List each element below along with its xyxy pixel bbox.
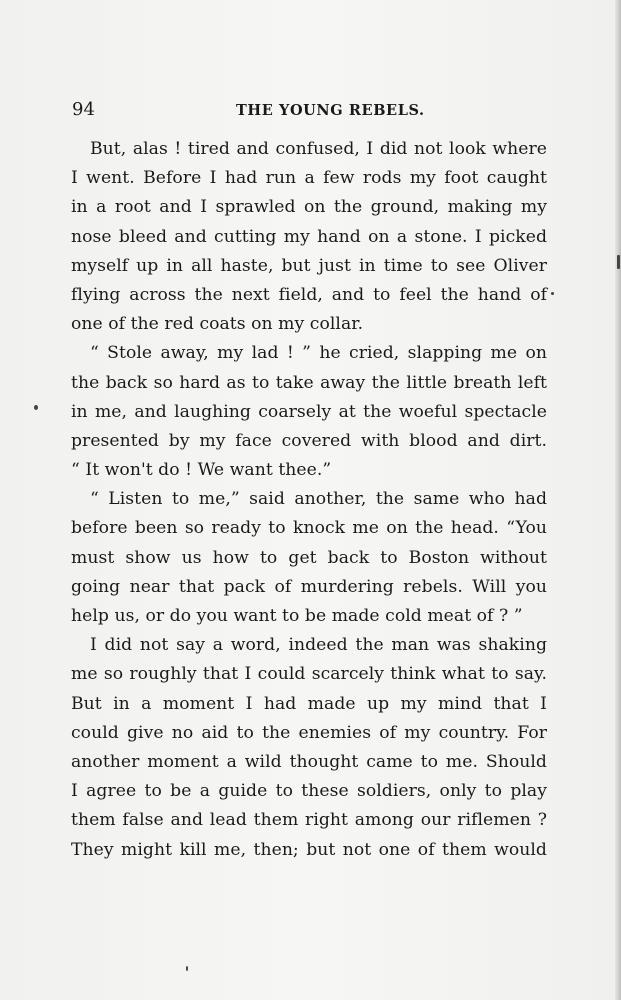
text-line: the back so hard as to take away the little breath left xyxy=(71,372,547,393)
page-header xyxy=(72,98,544,122)
ink-speck xyxy=(617,255,620,269)
ink-speck xyxy=(34,405,38,410)
text-line: another moment a wild thought came to me. Should xyxy=(71,751,547,772)
text-line: going near that pack of murdering rebels. Will you xyxy=(71,576,547,597)
text-line: in me, and laughing coarsely at the woeful spectacle xyxy=(71,401,547,422)
text-line: “ Listen to me,” said another, the same who had xyxy=(90,489,547,510)
running-title: THE YOUNG REBELS. xyxy=(236,102,425,119)
text-line: me so roughly that I could scarcely think what to say. xyxy=(71,664,547,685)
text-line: them false and lead them right among our riflemen ? xyxy=(71,810,547,831)
page-edge-shadow xyxy=(615,0,621,1000)
text-line: myself up in all haste, but just in time to see Oliver xyxy=(71,255,547,276)
text-line: But in a moment I had made up my mind that I xyxy=(71,693,547,714)
page-number: 94 xyxy=(72,99,95,120)
text-line: in a root and I sprawled on the ground, making my xyxy=(71,197,547,218)
text-line: I did not say a word, indeed the man was shaking xyxy=(90,635,547,656)
ink-speck xyxy=(186,966,188,971)
text-line: flying across the next field, and to feel the hand of xyxy=(71,284,547,305)
text-line: presented by my face covered with blood and dirt. xyxy=(71,430,547,451)
text-line: one of the red coats on my collar. xyxy=(71,314,364,335)
text-line: help us, or do you want to be made cold meat of ? ” xyxy=(71,606,523,626)
text-line: nose bleed and cutting my hand on a stone. I picked xyxy=(71,226,547,247)
text-line: “ It won't do ! We want thee.” xyxy=(71,460,332,481)
body-text xyxy=(71,135,547,865)
text-line: must show us how to get back to Boston without xyxy=(71,547,547,568)
text-line: They might kill me, then; but not one of them would xyxy=(71,839,547,860)
text-line: I went. Before I had run a few rods my foot caught xyxy=(71,168,547,189)
text-line: But, alas ! tired and confused, I did not look where xyxy=(90,139,547,159)
text-line: before been so ready to knock me on the head. “You xyxy=(71,518,547,539)
ink-speck xyxy=(551,292,554,295)
text-line: could give no aid to the enemies of my country. For xyxy=(71,722,547,743)
text-line: I agree to be a guide to these soldiers, only to play xyxy=(71,781,547,802)
text-line: “ Stole away, my lad ! ” he cried, slapping me on xyxy=(90,343,547,364)
